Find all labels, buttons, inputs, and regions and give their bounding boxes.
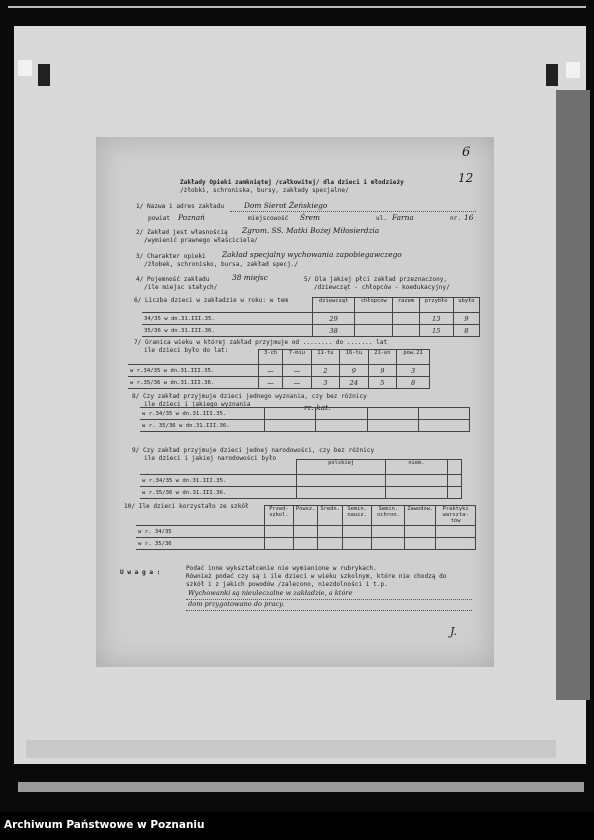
table-row: [128, 377, 430, 389]
q9-cell: [447, 487, 461, 499]
q7-sub: ile dzieci było do lat:: [144, 347, 229, 354]
q4-label: 4/ Pojemność zakładu: [136, 276, 210, 283]
q10-header-cell: Semin. ochron.: [372, 506, 405, 526]
q5-label: 5/ Dla jakiej płci zakład przeznaczony,: [304, 276, 448, 283]
table-row: [140, 420, 470, 432]
q1-powiat-label: powiat: [148, 215, 171, 222]
q6-cell: 8: [453, 325, 479, 337]
q9-label: 9/ Czy zakład przyjmuje dzieci jednej narodowości, czy bez różnicy: [132, 447, 375, 454]
q6-cell: [393, 313, 419, 325]
q10-header-cell: Praktyki warszta-tów: [436, 506, 476, 526]
table-row: [140, 408, 470, 420]
uwagi-line-3: szkół i z jakich powodów /zalecono, niezdolności i t.p.: [186, 581, 388, 588]
q3-value: Zakład specjalny wychowania zapobiegawczego: [222, 250, 402, 259]
q9-cell: [386, 487, 447, 499]
q10-header-cell: Średn.: [318, 506, 342, 526]
q7-cell: —: [283, 377, 312, 389]
q6-cell: [393, 325, 419, 337]
archive-name: Archiwum Państwowe w Poznaniu: [4, 819, 205, 831]
q6-header-cell: dziewcząt: [313, 298, 355, 313]
q3-sub: /żłobek, schronisko, bursa, zakład specj./: [144, 261, 299, 268]
q10-cell: [372, 526, 405, 538]
signature-mark: J.: [450, 625, 458, 638]
q7-header-cell: pow.21: [397, 350, 430, 365]
q1-ul-label: ul.: [376, 215, 388, 222]
q10-cell: [342, 538, 372, 550]
archive-footer: [0, 812, 594, 840]
q7-cell: —: [259, 377, 283, 389]
q1-name-value: Dom Sierot Żeńskiego: [244, 201, 328, 210]
q9-header-spacer: [140, 460, 297, 475]
q7-row-label: w r.35/36 w dn.31.III.36.: [128, 377, 259, 389]
q1-dotted-line: [230, 211, 476, 212]
q10-cell: [293, 538, 317, 550]
q10-cell: [318, 538, 342, 550]
q8-row-label: w r. 35/36 w dn.31.III.36.: [140, 420, 265, 432]
q10-cell: [342, 526, 372, 538]
q6-header-spacer: [142, 298, 313, 313]
q7-header-cell: 11-tu: [311, 350, 340, 365]
q6-cell: [355, 313, 393, 325]
uwagi-label: U w a g a :: [120, 569, 161, 576]
q7-header-cell: 7-miu: [283, 350, 312, 365]
q6-table: [142, 297, 480, 337]
q7-header-cell: 3-ch: [259, 350, 283, 365]
q6-header-cell: przybło: [419, 298, 453, 313]
q2-value: Zgrom. SS. Matki Bożej Miłosierdzia: [242, 226, 380, 235]
form-title: Zakłady Opieki zamkniętej /całkowitej/ dla dzieci i młodzieży: [180, 179, 404, 186]
q10-label: 10/ Ile dzieci korzystało ze szkół: [124, 503, 249, 510]
q10-cell: [436, 538, 476, 550]
q10-row-label: w r. 34/35: [136, 526, 265, 538]
q8-answer: rz.-kat.: [304, 403, 331, 412]
q9-row-label: w r.35/36 w dn.31.III.36.: [140, 487, 297, 499]
q9-table: [140, 459, 462, 499]
q10-cell: [265, 538, 294, 550]
q9-sub: ile dzieci i jakiej narodowości było: [144, 455, 277, 462]
q9-header-cell: [447, 460, 461, 475]
table-row: [128, 365, 430, 377]
q10-header-cell: Przed-szkol.: [265, 506, 294, 526]
film-strip-bottom: [18, 782, 584, 792]
q4-sub: /ile miejsc stałych/: [144, 284, 218, 291]
uwagi-line-1: Podać inne wykształcenie nie wymienione w rubrykach.: [186, 565, 377, 572]
q10-header-cell: Semin. naucz.: [342, 506, 372, 526]
q8-sub: ile dzieci i jakiego wyznania: [144, 401, 251, 408]
film-edge-right: [556, 90, 590, 700]
table-row: [142, 325, 480, 337]
q7-cell: 5: [368, 377, 397, 389]
q9-cell: [297, 475, 386, 487]
q6-cell: 29: [313, 313, 355, 325]
q10-cell: [372, 538, 405, 550]
q6-cell: 38: [313, 325, 355, 337]
q7-cell: —: [259, 365, 283, 377]
q9-header-cell: polskiej: [297, 460, 386, 475]
q7-label: 7/ Granica wieku w której zakład przyjmuje od ........ do ....... lat: [134, 339, 388, 346]
q9-cell: [447, 475, 461, 487]
q8-cell: [265, 420, 316, 432]
q3-label: 3/ Charakter opieki: [136, 253, 206, 260]
film-edge-bottom: [26, 740, 556, 758]
sprocket-clip-right: [546, 64, 558, 86]
q4-value: 38 miejsc: [232, 273, 268, 282]
table-row: [142, 313, 480, 325]
q1-nr-label: nr.: [450, 215, 462, 222]
table-row: [136, 538, 476, 550]
q10-header-cell: Powsz.: [293, 506, 317, 526]
uwagi-handwritten-1: Wychowanki są nieuleczalne w zakładzie, a które: [188, 589, 353, 597]
q7-cell: 3: [311, 377, 340, 389]
q7-header-spacer: [128, 350, 259, 365]
q10-cell: [293, 526, 317, 538]
q6-cell: 13: [419, 313, 453, 325]
table-row: [140, 475, 462, 487]
sprocket-hole-left: [18, 60, 32, 76]
q6-row-label: 35/36 w dn.31.III.36.: [142, 325, 313, 337]
q7-row-label: w r.34/35 w dn.31.III.35.: [128, 365, 259, 377]
q8-label: 8/ Czy zakład przyjmuje dzieci jednego wyznania, czy bez różnicy: [132, 393, 367, 400]
q1-powiat-value: Poznań: [178, 213, 205, 222]
q6-label: 6/ Liczba dzieci w zakładzie w roku: w tem: [134, 297, 289, 304]
film-edge-line: [8, 6, 586, 8]
q8-cell: [367, 420, 418, 432]
q9-row-label: w r.34/35 w dn.31.III.35.: [140, 475, 297, 487]
table-row: [140, 487, 462, 499]
q1-miejscowosc-label: miejscowość: [248, 215, 289, 222]
q10-cell: [436, 526, 476, 538]
q6-cell: [355, 325, 393, 337]
q7-cell: —: [283, 365, 312, 377]
q10-header-cell: Zawodow.: [405, 506, 436, 526]
q10-cell: [405, 526, 436, 538]
q7-cell: 24: [340, 377, 369, 389]
q9-cell: [297, 487, 386, 499]
q6-header-cell: chłopców: [355, 298, 393, 313]
q8-cell: [418, 408, 469, 420]
q6-header-cell: razem: [393, 298, 419, 313]
q2-label: 2/ Zakład jest własnością: [136, 229, 228, 236]
q10-table: [136, 505, 476, 550]
sprocket-clip-left: [38, 64, 50, 86]
q7-cell: 3: [397, 365, 430, 377]
q6-header-cell: ubyło: [453, 298, 479, 313]
uwagi-line-2: Również podać czy są i ile dzieci w wieku szkolnym, które nie chodzą do: [186, 573, 447, 580]
q10-cell: [265, 526, 294, 538]
q8-cell: [316, 420, 367, 432]
q7-table: [128, 349, 430, 389]
q9-cell: [386, 475, 447, 487]
q1-ul-value: Farna: [392, 213, 414, 222]
q8-cell: [265, 408, 316, 420]
q10-row-label: w r. 35/36: [136, 538, 265, 550]
q7-cell: 2: [311, 365, 340, 377]
q7-cell: 8: [397, 377, 430, 389]
page-number-secondary: 12: [458, 171, 474, 185]
uwagi-handwritten-2: dom przygotowano do pracy.: [188, 600, 285, 608]
q7-header-cell: 21-en: [368, 350, 397, 365]
q7-cell: 9: [368, 365, 397, 377]
q8-cell: [418, 420, 469, 432]
scanned-document: [96, 137, 494, 667]
q2-sub: /wymienić prawnego właściciela/: [144, 237, 258, 244]
q5-sub: /dziewcząt - chłopców - koedukacyjny/: [314, 284, 450, 291]
q9-header-cell: niem.: [386, 460, 447, 475]
q10-header-spacer: [136, 506, 265, 526]
q6-cell: 9: [453, 313, 479, 325]
q6-row-label: 34/35 w dn.31.III.35.: [142, 313, 313, 325]
q1-miejscowosc-value: Śrem: [300, 213, 320, 222]
q8-table: [140, 407, 470, 432]
q7-cell: 9: [340, 365, 369, 377]
q10-cell: [405, 538, 436, 550]
sprocket-hole-right: [566, 62, 580, 78]
q1-label: 1/ Nazwa i adres zakładu: [136, 203, 225, 210]
q7-header-cell: 16-tu: [340, 350, 369, 365]
table-row: [136, 526, 476, 538]
q6-cell: 15: [419, 325, 453, 337]
q8-row-label: w r.34/35 w dn.31.III.35.: [140, 408, 265, 420]
q8-cell: [367, 408, 418, 420]
uwagi-dotted-line-2: [186, 610, 472, 611]
q8-cell: [316, 408, 367, 420]
form-title-sub: /żłobki, schroniska, bursy, zakłady specjalne/: [180, 187, 349, 194]
q10-cell: [318, 526, 342, 538]
q1-nr-value: 16: [464, 213, 474, 222]
page-number: 6: [462, 145, 471, 160]
